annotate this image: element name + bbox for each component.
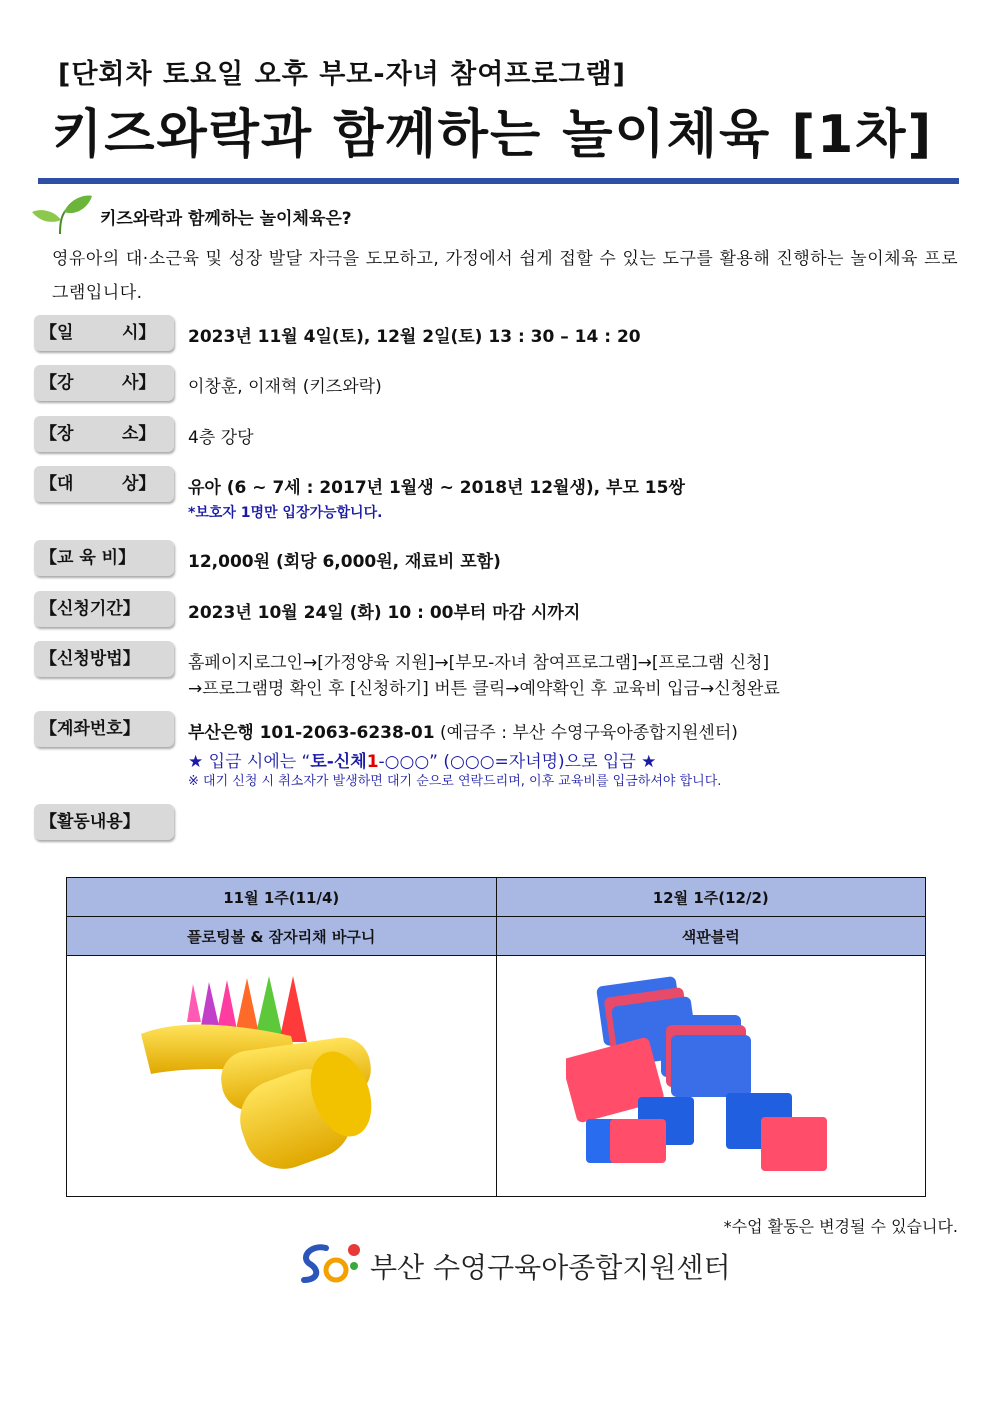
label-part: 【장 <box>40 424 74 444</box>
info-label-date <box>34 315 174 351</box>
info-value-fee: 12,000원 (회당 6,000원, 재료비 포함) <box>188 552 501 572</box>
center-logo-icon <box>296 1240 366 1286</box>
info-label-period <box>34 591 174 627</box>
intro-heading: 키즈와락과 함께하는 놀이체육은? <box>100 209 352 229</box>
intro-text: 영유아의 대·소근육 및 성장 발달 자극을 도모하고, 가정에서 쉽게 접할 수 있는 도구를 활용해 진행하는 놀이체육 프로그램입니다. <box>52 249 958 303</box>
title-divider <box>38 178 959 184</box>
method-line-1: 홈페이지로그인→[가정양육 지원]→[부모-자녀 참여프로그램]→[프로그램 신청] <box>188 653 770 673</box>
guardian-note: *보호자 1명만 입장가능합니다. <box>188 505 383 521</box>
deposit-post: -○○○” (○○○=자녀명)으로 입금 ★ <box>378 752 657 772</box>
label-part: 【대 <box>40 474 74 494</box>
label-part: 시】 <box>122 323 156 343</box>
label-part: 【일 <box>40 323 74 343</box>
info-label-method <box>34 641 174 677</box>
info-label-place <box>34 416 174 452</box>
info-value-place: 4층 강당 <box>188 428 254 448</box>
program-subtitle: [단회차 토요일 오후 부모-자녀 참여프로그램] <box>58 59 626 90</box>
info-value-date: 2023년 11월 4일(토), 12월 2일(토) 13 : 30 – 14 : 20 <box>188 327 641 347</box>
label-part: 소】 <box>122 424 156 444</box>
label-part: 사】 <box>122 373 156 393</box>
activity-image-cell-2 <box>496 956 926 1197</box>
account-line <box>188 718 738 743</box>
account-holder: (예금주 : 부산 수영구육아종합지원센터) <box>434 723 738 743</box>
center-name: 부산 수영구육아종합지원센터 <box>370 1251 731 1284</box>
deposit-instruction <box>188 747 656 772</box>
label-part: 【계좌번호】 <box>40 719 140 739</box>
sprout-icon <box>30 194 94 236</box>
info-label-fee <box>34 540 174 576</box>
info-value-target: 유아 (6 ~ 7세 : 2017년 1월생 ~ 2018년 12월생), 부모 15쌍 <box>188 478 685 498</box>
info-label-account <box>34 711 174 747</box>
label-part: 【강 <box>40 373 74 393</box>
label-part: 【활동내용】 <box>40 812 140 832</box>
waitlist-note: ※ 대기 신청 시 취소자가 발생하면 대기 순으로 연락드리며, 이후 교육비를 입금하셔야 합니다. <box>188 774 722 789</box>
activity-week-2: 12월 1주(12/2) <box>496 878 926 917</box>
activity-name-2: 색판블럭 <box>496 917 926 956</box>
activity-week-1: 11월 1주(11/4) <box>67 878 497 917</box>
footnote: *수업 활동은 변경될 수 있습니다. <box>723 1217 958 1236</box>
info-label-activity <box>34 804 174 840</box>
program-title: 키즈와락과 함께하는 놀이체육 [1차] <box>52 105 934 165</box>
info-label-target <box>34 466 174 502</box>
info-value-instructor: 이창훈, 이재혁 (키즈와락) <box>188 377 382 397</box>
activity-image-cell-1 <box>67 956 497 1197</box>
info-label-instructor <box>34 365 174 401</box>
activity-table <box>66 877 926 1197</box>
label-part: 상】 <box>122 474 156 494</box>
activity-name-1: 플로팅볼 & 잠자리채 바구니 <box>67 917 497 956</box>
method-line-2: →프로그램명 확인 후 [신청하기] 버튼 클릭→예약확인 후 교육비 입금→신청완료 <box>188 679 780 699</box>
label-part: 【신청기간】 <box>40 599 140 619</box>
deposit-round: 1 <box>366 752 379 772</box>
deposit-pre: ★ 입금 시에는 “ <box>188 752 311 772</box>
label-part: 【교 육 비】 <box>40 548 136 568</box>
bank-account-number: 부산은행 101-2063-6238-01 <box>188 723 435 743</box>
deposit-code: 토-신체 <box>310 752 367 772</box>
color-board-blocks-image <box>566 967 856 1182</box>
info-value-period: 2023년 10월 24일 (화) 10 : 00부터 마감 시까지 <box>188 603 581 623</box>
label-part: 【신청방법】 <box>40 649 140 669</box>
floating-ball-image <box>131 974 431 1174</box>
